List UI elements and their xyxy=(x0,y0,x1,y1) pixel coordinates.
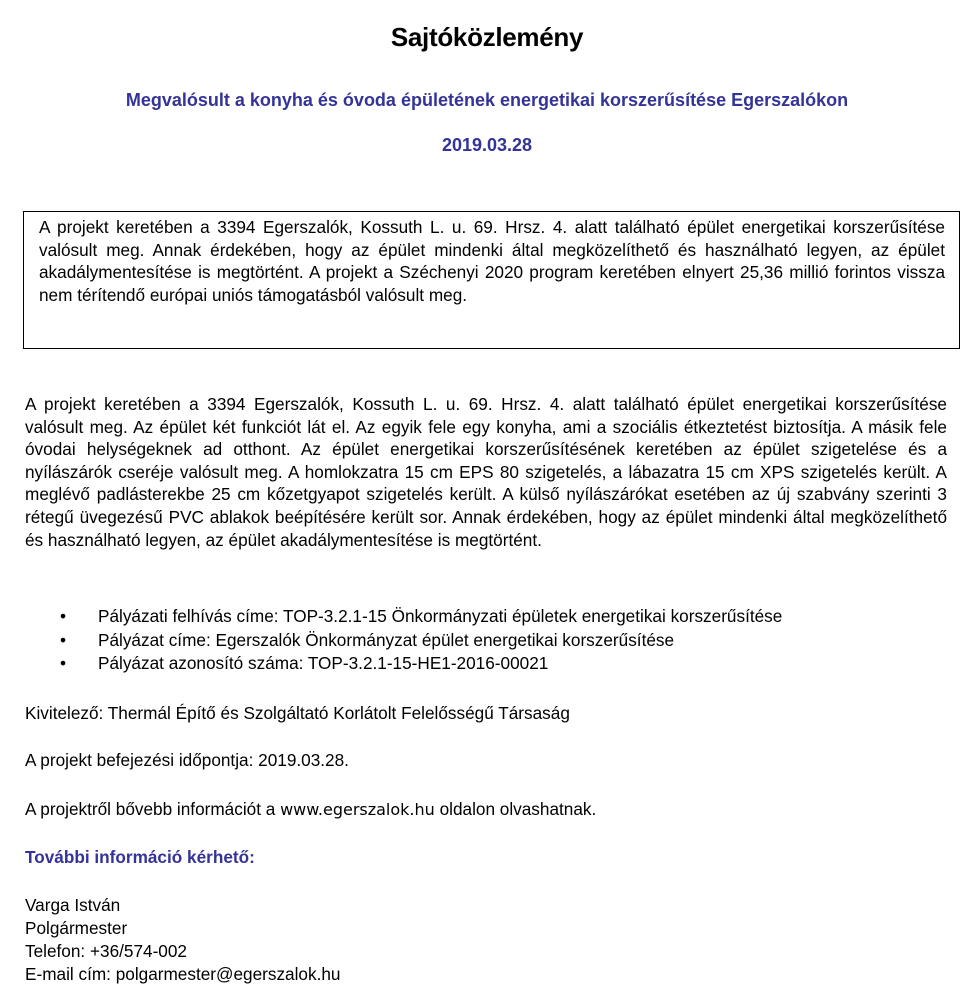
completion-date-line: A projekt befejezési időpontja: 2019.03.28. xyxy=(25,750,349,770)
list-item-text: Pályázati felhívás címe: TOP-3.2.1-15 Önkormányzati épületek energetikai korszerűsítése xyxy=(98,606,783,626)
list-item-text: Pályázat azonosító száma: TOP-3.2.1-15-HE1-2016-00021 xyxy=(98,653,549,673)
more-info-prefix: A projektről bővebb információt a xyxy=(25,799,281,819)
body-paragraph: A projekt keretében a 3394 Egerszalók, Kossuth L. u. 69. Hrsz. 4. alatt található épület energetikai korszerűsítése valósult meg. Az épület két funkciót lát el. Az egyik fele egy konyha, ami a szociális étkeztetést biztosítja. A másik fele óvodai helységeknek ad otthont. Az épület energetikai korszerűsítésének keretében az épület szigetelése és a nyílászárók cseréje valósult meg. A homlokzatra 15 cm EPS 80 szigetelés, a lábazatra 15 cm XPS szigetelés került. A meglévő padlásterekbe 25 cm kőzetgyapot szigetelés került. A külső nyílászárókat esetében az új szabvány szerinti 3 rétegű üvegezésű PVC ablakok beépítésére került sor. Annak érdekében, hogy az épület mindenki által megközelíthető és használható legyen, az épület akadálymentesítése is megtörtént. xyxy=(25,394,947,550)
list-item-text: Pályázat címe: Egerszalók Önkormányzat épület energetikai korszerűsítése xyxy=(98,629,675,650)
list-item xyxy=(60,605,782,629)
contact-phone: Telefon: +36/574-002 xyxy=(25,941,187,961)
contact-email: E-mail cím: polgarmester@egerszalok.hu xyxy=(25,964,341,984)
summary-text: A projekt keretében a 3394 Egerszalók, Kossuth L. u. 69. Hrsz. 4. alatt található épület energetikai korszerűsítése valósult meg. Annak érdekében, hogy az épület mindenki által megközelíthető és használható legyen, az épület akadálymentesítése is megtörtént. A projekt a Széchenyi 2020 program keretében elnyert 25,36 millió forintos vissza nem térítendő európai uniós támogatásból valósult meg. xyxy=(39,217,945,305)
bullet-icon: • xyxy=(60,653,67,673)
contractor-line: Kivitelező: Thermál Építő és Szolgáltató Korlátolt Felelősségű Társaság xyxy=(25,703,570,723)
bullet-icon: • xyxy=(60,606,67,626)
press-release-date: 2019.03.28 xyxy=(441,135,533,155)
summary-box xyxy=(23,211,960,349)
project-details-list xyxy=(60,605,782,676)
list-item xyxy=(60,652,782,676)
more-info-line xyxy=(25,798,596,821)
website-link[interactable]: www.egerszalok.hu xyxy=(280,800,435,819)
list-item xyxy=(60,629,782,653)
contact-position: Polgármester xyxy=(25,918,128,938)
press-release-subtitle: Megvalósult a konyha és óvoda épületének energetikai korszerűsítése Egerszalókon xyxy=(125,90,849,110)
contact-heading: További információ kérhető: xyxy=(25,847,255,867)
contact-block xyxy=(25,894,340,986)
more-info-suffix: oldalon olvashatnak. xyxy=(434,799,597,819)
page-title: Sajtóközlemény xyxy=(390,22,584,52)
bullet-icon: • xyxy=(60,629,67,650)
contact-name: Varga István xyxy=(25,895,121,915)
